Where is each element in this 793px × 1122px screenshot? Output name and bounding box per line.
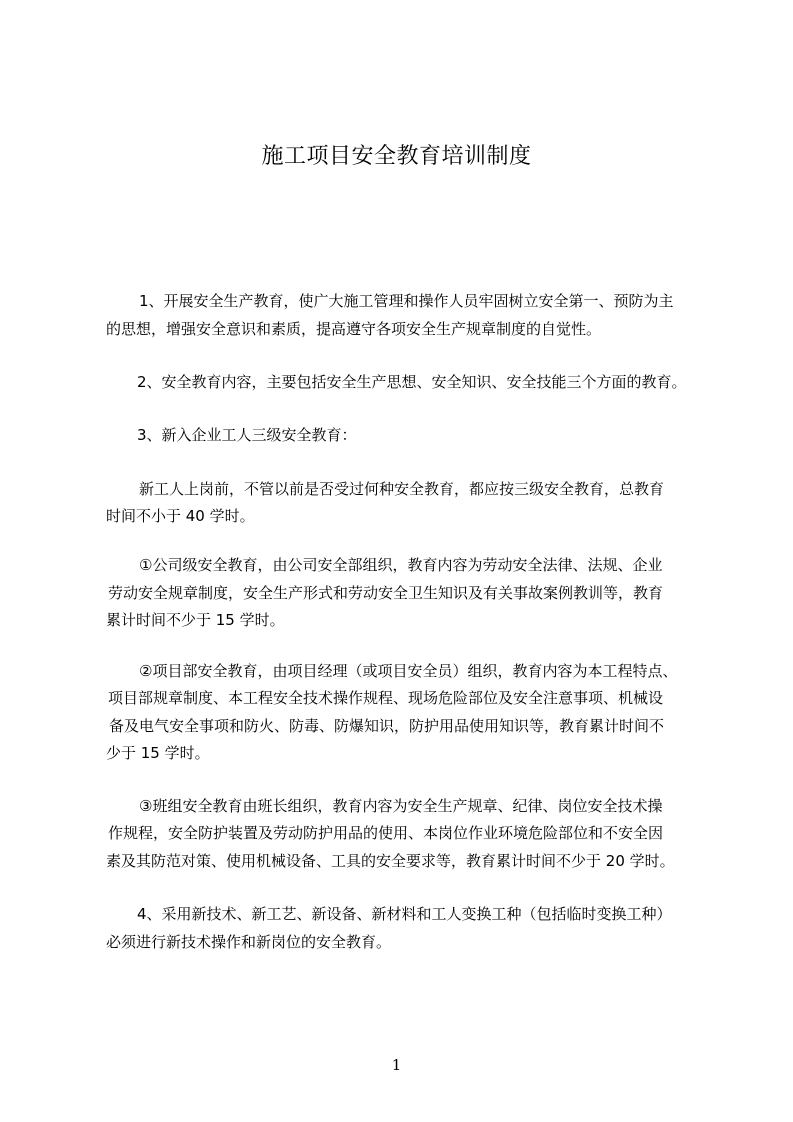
- paragraph-4-line-2: 时间不小于 40 学时。: [106, 507, 255, 525]
- paragraph-6-line-1: ②项目部安全教育，由项目经理（或项目安全员）组织，教育内容为本工程特点、: [139, 662, 678, 680]
- paragraph-7-line-1: ③班组安全教育由班长组织，教育内容为安全生产规章、纪律、岗位安全技术操: [139, 797, 663, 815]
- paragraph-7-line-2: 作规程，安全防护装置及劳动防护用品的使用、本岗位作业环境危险部位和不安全因: [108, 824, 664, 842]
- paragraph-1-line-2: 的思想，增强安全意识和素质，提高遵守各项安全生产规章制度的自觉性。: [106, 320, 602, 338]
- paragraph-3-line-1: 3、新入企业工人三级安全教育：: [137, 426, 357, 444]
- paragraph-7-line-3: 素及其防范对策、使用机械设备、工具的安全要求等，教育累计时间不少于 20 学时。: [106, 852, 675, 870]
- paragraph-4-line-1: 新工人上岗前，不管以前是否受过何种安全教育，都应按三级安全教育，总教育: [139, 480, 665, 498]
- paragraph-6-line-3: 备及电气安全事项和防火、防毒、防爆知识，防护用品使用知识等，教育累计时间不: [109, 717, 665, 735]
- paragraph-2-line-1: 2、安全教育内容，主要包括安全生产思想、安全知识、安全技能三个方面的教育。: [137, 373, 687, 391]
- paragraph-5-line-3: 累计时间不少于 15 学时。: [106, 611, 285, 629]
- paragraph-5-line-2: 劳动安全规章制度，安全生产形式和劳动安全卫生知识及有关事故案例教训等，教育: [108, 584, 664, 602]
- document-title: 施工项目安全教育培训制度: [261, 144, 532, 169]
- paragraph-8-line-2: 必须进行新技术操作和新岗位的安全教育。: [106, 933, 392, 951]
- paragraph-1-line-1: 1、开展安全生产教育，使广大施工管理和操作人员牢固树立安全第一、预防为主: [139, 292, 674, 310]
- paragraph-6-line-2: 项目部规章制度、本工程安全技术操作规程、现场危险部位及安全注意事项、机械设: [108, 689, 664, 707]
- paragraph-6-line-4: 少于 15 学时。: [106, 744, 210, 762]
- page-number: 1: [391, 1056, 402, 1074]
- paragraph-5-line-1: ①公司级安全教育，由公司安全部组织，教育内容为劳动安全法律、法规、企业: [139, 556, 663, 574]
- paragraph-8-line-1: 4、采用新技术、新工艺、新设备、新材料和工人变换工种（包括临时变换工种）: [137, 905, 672, 923]
